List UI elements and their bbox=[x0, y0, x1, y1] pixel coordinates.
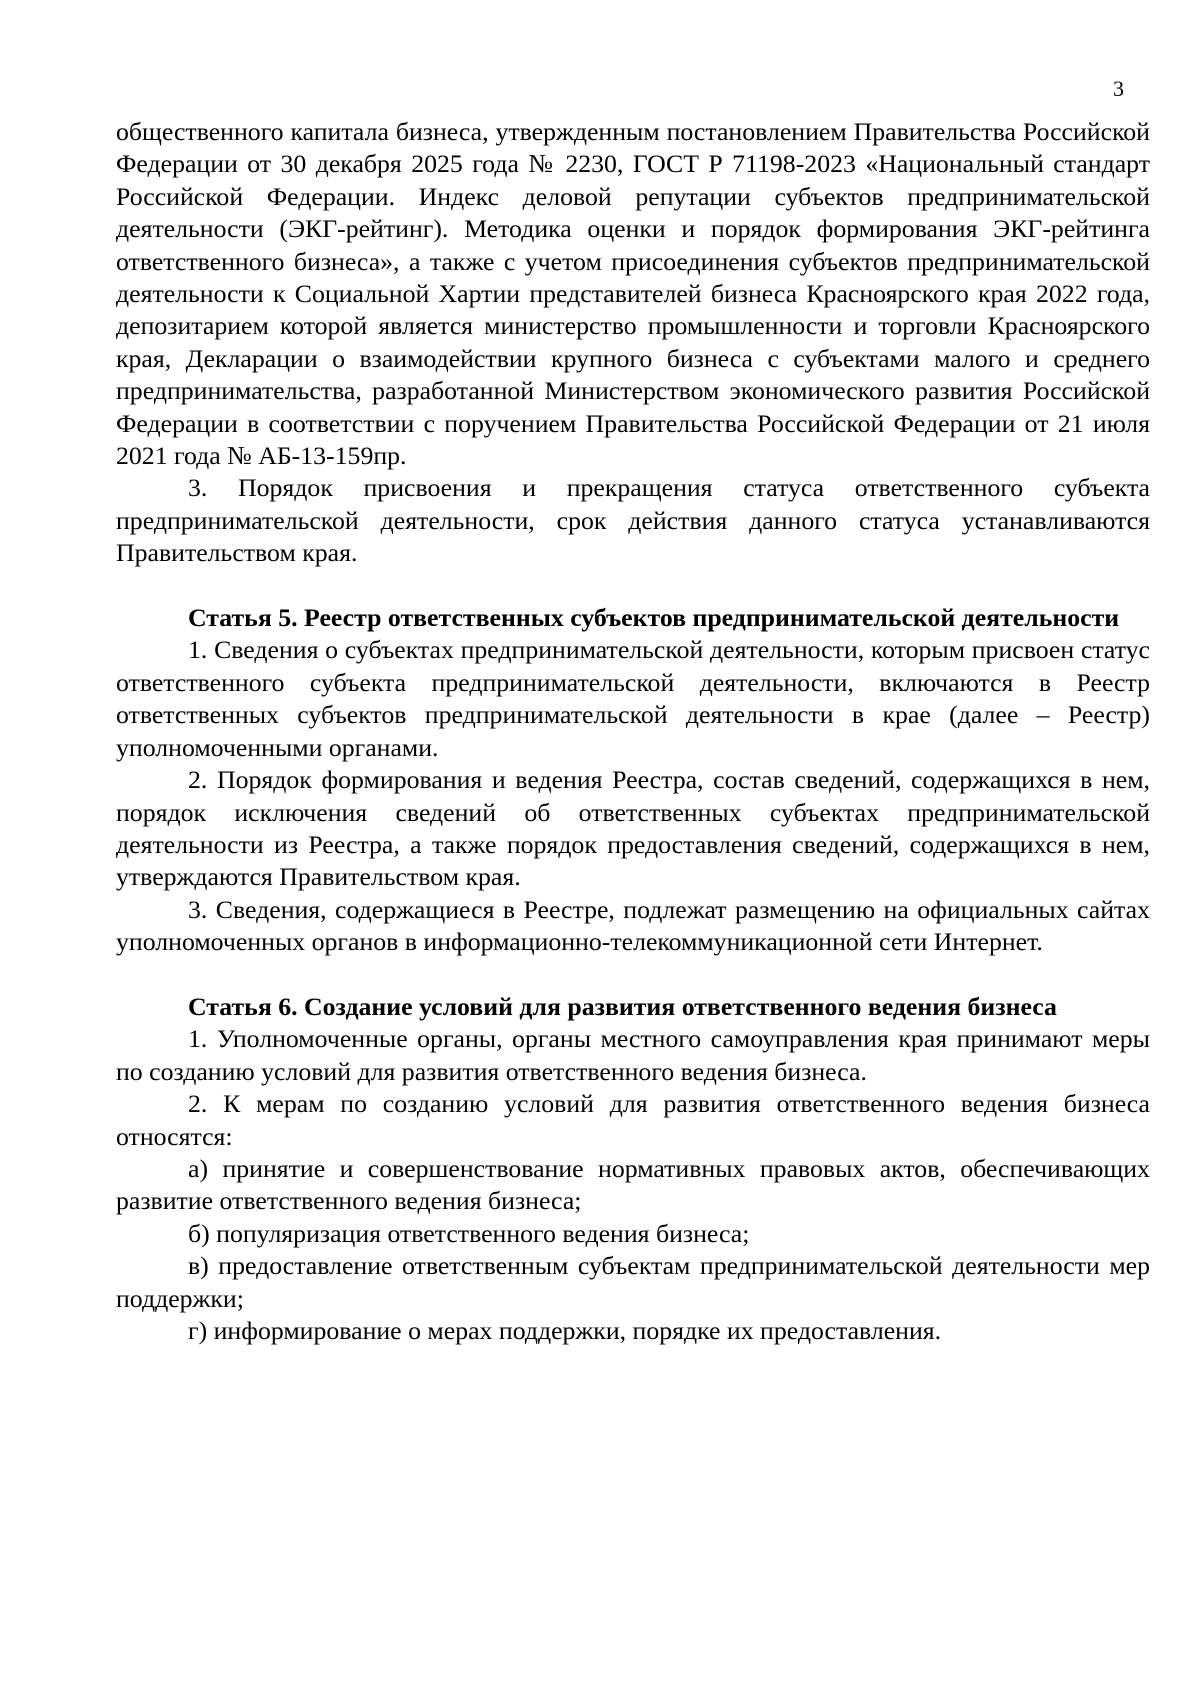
article-6-subitem-g: г) информирование о мерах поддержки, порядке их предоставления. bbox=[188, 1316, 942, 1345]
article-5-item-1: 1. Сведения о субъектах предпринимательской деятельности, которым присвоен статус ответственного субъекта предпринимательской деятельности, включаются в Реестр ответственных субъектов предпринимательской деятельности в крае (далее – Реестр) уполномоченными органами. bbox=[116, 635, 1150, 762]
intro-item-3: 3. Порядок присвоения и прекращения статуса ответственного субъекта предпринимательской деятельности, срок действия данного статуса устанавливаются Правительством края. bbox=[116, 473, 1150, 568]
article-5-item-3: 3. Сведения, содержащиеся в Реестре, подлежат размещению на официальных сайтах уполномоченных органов в информационно-телекоммуникационной сети Интернет. bbox=[116, 894, 1150, 957]
document-body bbox=[116, 116, 1150, 1347]
article-6-item-1: 1. Уполномоченные органы, органы местного самоуправления края принимают меры по созданию условий для развития ответственного ведения бизнеса. bbox=[116, 1024, 1150, 1086]
article-6-subitem-v: в) предоставление ответственным субъектам предпринимательской деятельности мер поддержки; bbox=[116, 1251, 1150, 1313]
section-spacer bbox=[116, 570, 1150, 602]
article-5-heading: Статья 5. Реестр ответственных субъектов предпринимательской деятельности bbox=[188, 603, 1120, 633]
intro-continuation-paragraph: общественного капитала бизнеса, утвержденным постановлением Правительства Российской Федерации от 30 декабря 2025 года № 2230, ГОСТ Р 71198-2023 «Национальный стандарт Российской Федерации. Индекс деловой репутации субъектов предпринимательской деятельности (ЭКГ-рейтинг). Методика оценки и порядок формирования ЭКГ-рейтинга ответственного бизнеса», а также с учетом присоединения субъектов предпринимательской деятельности к Социальной Хартии представителей бизнеса Красноярского края 2022 года, депозитарием которой является министерство промышленности и торговли Красноярского края, Декларации о взаимодействии крупного бизнеса с субъектами малого и среднего предпринимательства, разработанной Министерством экономического развития Российской Федерации в соответствии с поручением Правительства Российской Федерации от 21 июля 2021 года № АБ-13-159пр. bbox=[116, 117, 1150, 471]
article-6-subitem-b: б) популяризация ответственного ведения бизнеса; bbox=[188, 1218, 750, 1248]
page-number: 3 bbox=[1113, 76, 1124, 101]
article-5-item-2: 2. Порядок формирования и ведения Реестра, состав сведений, содержащихся в нем, порядок исключения сведений об ответственных субъектах предпринимательской деятельности из Реестра, а также порядок предоставления сведений, содержащихся в нем, утверждаются Правительством края. bbox=[116, 765, 1150, 892]
article-6-heading: Статья 6. Создание условий для развития ответственного ведения бизнеса bbox=[188, 991, 1057, 1021]
article-6-subitem-a: а) принятие и совершенствование нормативных правовых актов, обеспечивающих развитие ответственного ведения бизнеса; bbox=[116, 1153, 1150, 1216]
article-6-item-2: 2. К мерам по созданию условий для развития ответственного ведения бизнеса относятся: bbox=[116, 1089, 1150, 1151]
section-spacer bbox=[116, 959, 1150, 991]
